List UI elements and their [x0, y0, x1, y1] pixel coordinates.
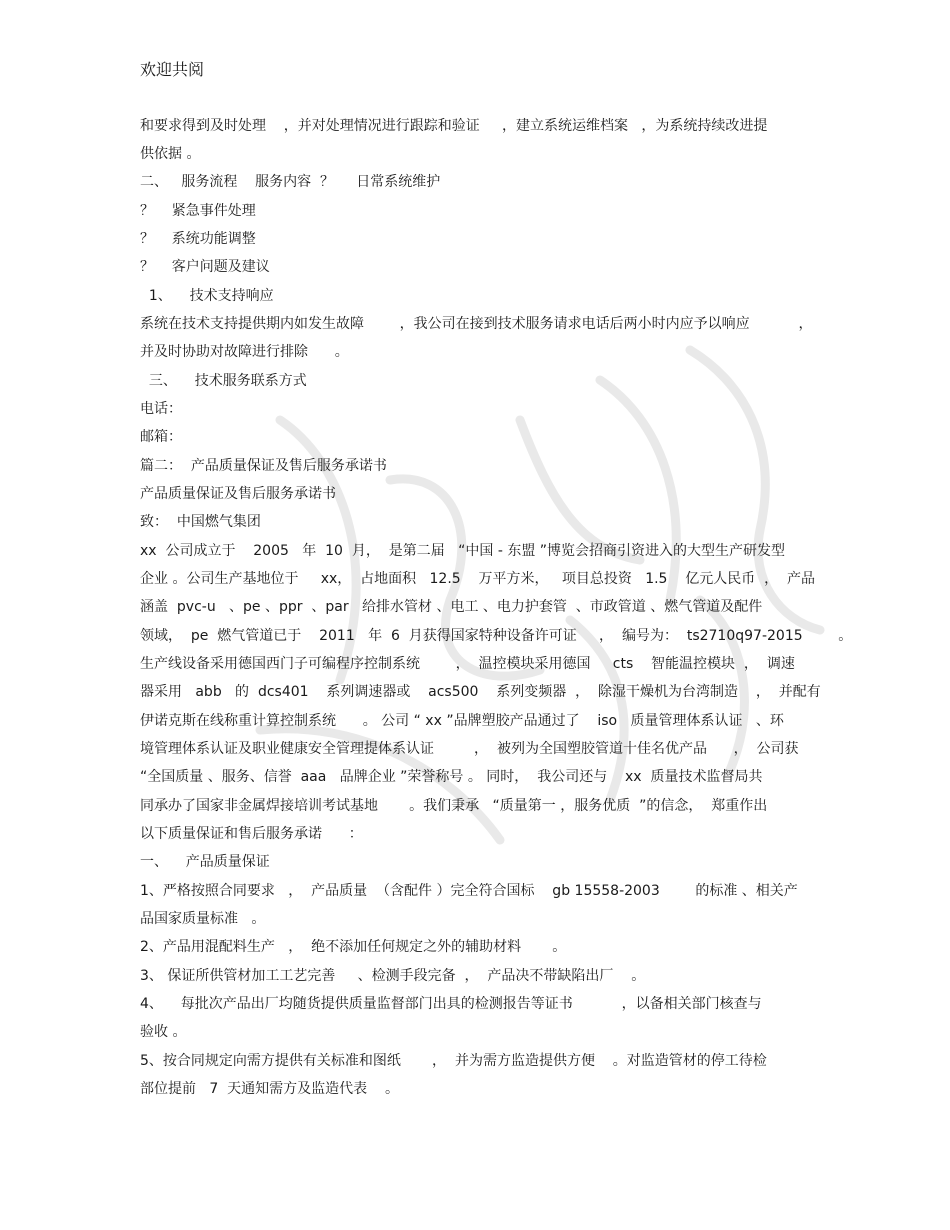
document-body	[140, 116, 853, 1107]
contact-phone: 电话：	[140, 401, 182, 417]
list-item: 部位提前 7 天通知需方及监造代表 。	[140, 1081, 399, 1097]
text-line: 以下质量保证和售后服务承诺 ：	[140, 826, 363, 842]
list-item: 品国家质量标准 。	[140, 911, 266, 927]
text-line: 并及时协助对故障进行排除 。	[140, 344, 349, 360]
text-line: 领域， pe 燃气管道已于 2011 年 6 月获得国家特种设备许可证 ， 编号为： ts2710q97-2015 。	[140, 628, 853, 644]
text-line: 同承办了国家非金属焊接培训考试基地 。我们秉承 “质量第一 ，服务优质 ”的信念， 郑重作出	[140, 798, 768, 814]
text-line: 系统在技术支持提供期内如发生故障 ，我公司在接到技术服务请求电话后两小时内应予以响应 ，	[140, 316, 813, 332]
list-item: ？ 紧急事件处理	[140, 203, 256, 219]
chapter-heading: 篇二： 产品质量保证及售后服务承诺书	[140, 458, 387, 474]
list-item: 验收 。	[140, 1024, 187, 1040]
text-line: 和要求得到及时处理 ，并对处理情况进行跟踪和验证 ，建立系统运维档案 ，为系统持续改进提	[140, 118, 768, 134]
text-line: 生产线设备采用德国西门子可编程序控制系统 ， 温控模块采用德国 cts 智能温控模块 ， 调速	[140, 656, 795, 672]
text-line: 供依据 。	[140, 146, 201, 162]
text-line: 企业 。公司生产基地位于 xx， 占地面积 12.5 万平方米， 项目总投资 1.5 亿元人民币 ， 产品	[140, 571, 816, 587]
contact-email: 邮箱：	[140, 429, 182, 445]
list-item: ？ 系统功能调整	[140, 231, 256, 247]
text-line: 器采用 abb 的 dcs401 系列调速器或 acs500 系列变频器 ， 除湿干燥机为台湾制造 ， 并配有	[140, 684, 821, 700]
section-heading: 一、 产品质量保证	[140, 854, 270, 870]
recipient-line: 致： 中国燃气集团	[140, 514, 261, 530]
list-item: 3、 保证所供管材加工工艺完善 、检测手段完备 ， 产品决不带缺陷出厂 。	[140, 968, 646, 984]
list-item: 2、产品用混配料生产 ， 绝不添加任何规定之外的辅助材料 。	[140, 939, 567, 955]
page-header: 欢迎共阅	[140, 60, 205, 79]
section-heading: 二、 服务流程 服务内容 ？ 日常系统维护	[140, 174, 441, 190]
text-line: 伊诺克斯在线称重计算控制系统 。 公司 “ xx ”品牌塑胶产品通过了 iso 质量管理体系认证 、环	[140, 713, 784, 729]
document-title: 产品质量保证及售后服务承诺书	[140, 486, 336, 502]
text-line: 涵盖 pvc-u 、pe 、ppr 、par 给排水管材 、电工 、电力护套管 、市政管道 、燃气管道及配件	[140, 599, 763, 615]
text-line: 境管理体系认证及职业健康安全管理提体系认证 ， 被列为全国塑胶管道十佳名优产品 ， 公司获	[140, 741, 799, 757]
text-line: xx 公司成立于 2005 年 10 月， 是第二届 “中国 - 东盟 ”博览会招商引资进入的大型生产研发型	[140, 543, 786, 559]
list-item: 1、严格按照合同要求 ， 产品质量 （含配件 ）完全符合国标 gb 15558-2003 的标准 、相关产	[140, 883, 798, 899]
list-item: 4、 每批次产品出厂均随货提供质量监督部门出具的检测报告等证书 ，以备相关部门核查与	[140, 996, 762, 1012]
section-heading: 三、 技术服务联系方式	[140, 373, 307, 389]
list-item: 5、按合同规定向需方提供有关标准和图纸 ， 并为需方监造提供方便 。对监造管材的停工待检	[140, 1053, 767, 1069]
list-item: ？ 客户问题及建议	[140, 259, 270, 275]
section-heading: 1、 技术支持响应	[140, 288, 274, 304]
text-line: “全国质量 、服务、信誉 aaa 品牌企业 ”荣誉称号 。 同时， 我公司还与 xx 质量技术监督局共	[140, 769, 763, 785]
